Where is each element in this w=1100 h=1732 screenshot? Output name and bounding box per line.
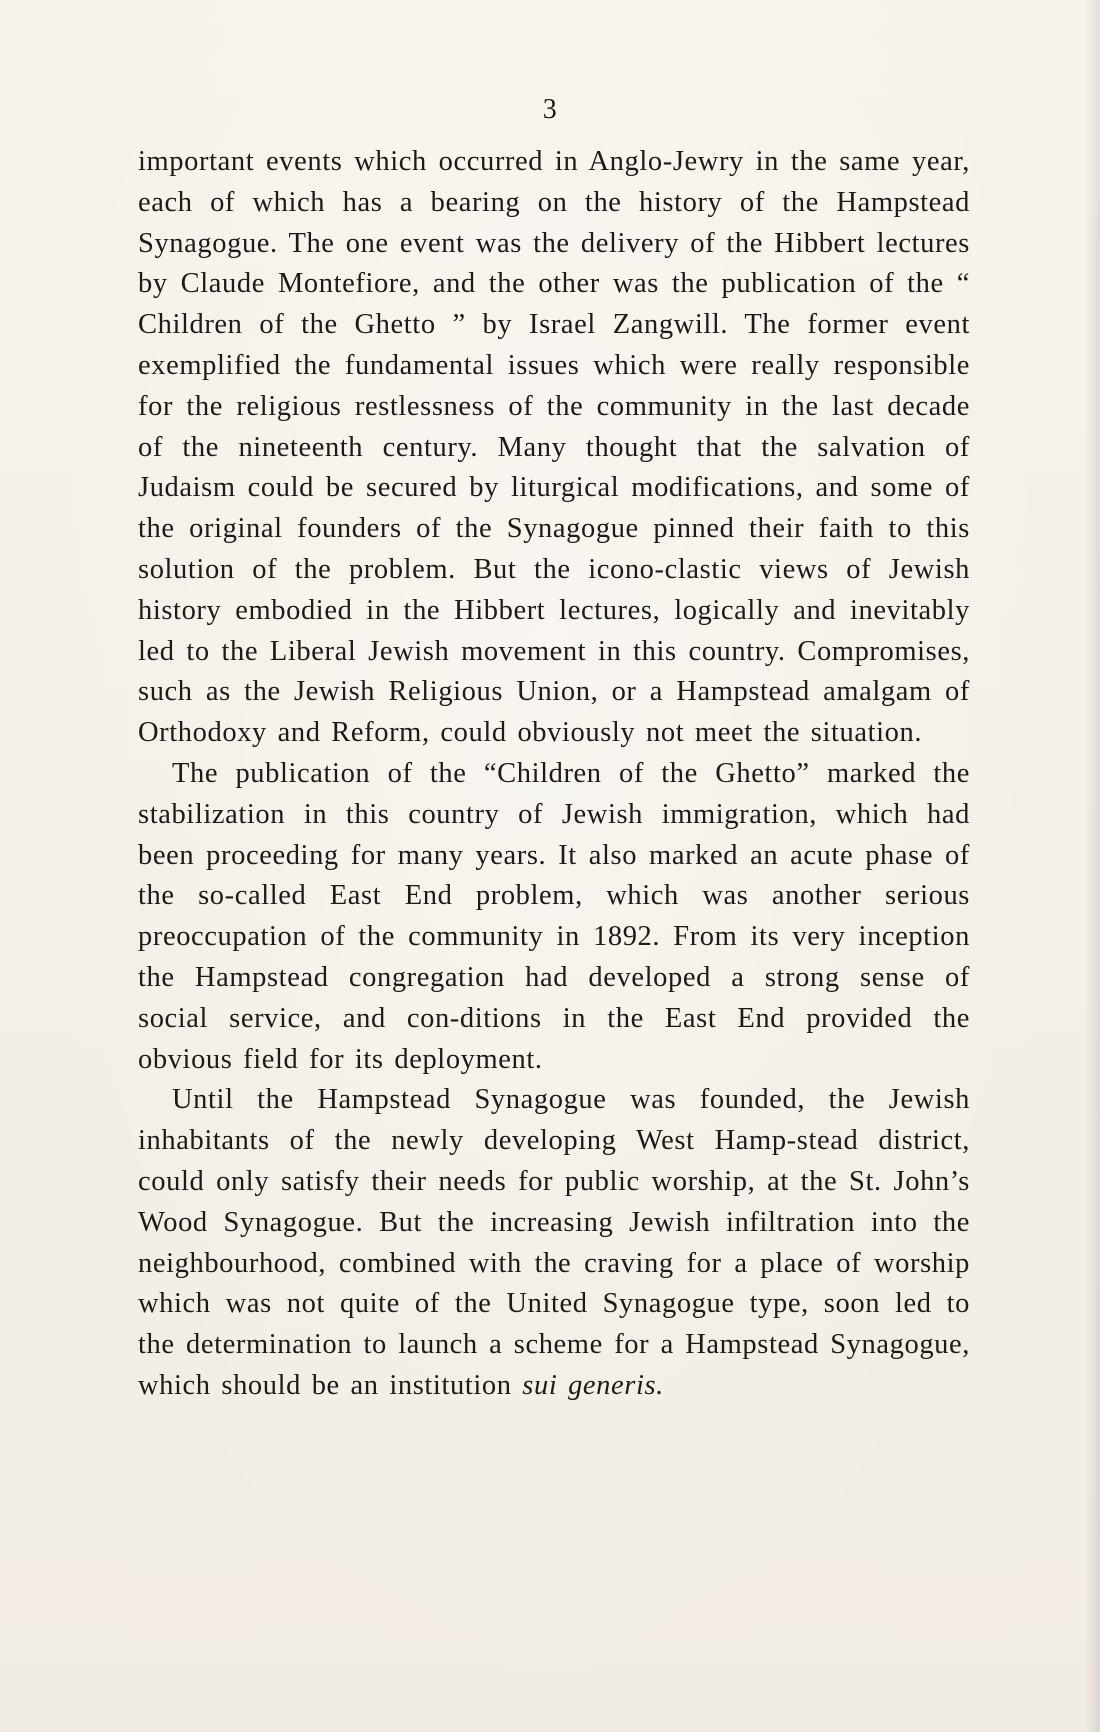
paragraph-1: important events which occurred in Anglo-Jewry in the same year, each of which has a bearing on the history of the Hampstead Synagogue. The one event was the delivery of the Hibbert lectures by Claude Montefiore, and the other was the publication of the “ Children of the Ghetto ” by Israel Zangwill. The former event exemplified the fundamental issues which were really responsible for the religious restlessness of the community in the last decade of the nineteenth century. Many thought that the salvation of Judaism could be secured by liturgical modifications, and some of the original founders of the Synagogue pinned their faith to this solution of the problem. But the icono-clastic views of Jewish history embodied in the Hibbert lectures, logically and inevitably led to the Liberal Jewish movement in this country. Compromises, such as the Jewish Religious Union, or a Hampstead amalgam of Orthodoxy and Reform, could obviously not meet the situation. bbox=[138, 146, 970, 749]
body-text bbox=[138, 142, 970, 1407]
italic-phrase: sui generis. bbox=[522, 1369, 664, 1401]
paragraph-2: The publication of the “Children of the Ghetto” marked the stabilization in this country of Jewish immigration, which had been proceeding for many years. It also marked an acute phase of the so-called East End problem, which was another serious preoccupation of the community in 1892. From its very inception the Hampstead congregation had developed a strong sense of social service, and con-ditions in the East End provided the obvious field for its deployment. bbox=[138, 757, 970, 1075]
paragraph-3 bbox=[138, 1080, 970, 1406]
paragraph-3-text: Until the Hampstead Synagogue was founded, the Jewish inhabitants of the newly developing West Hamp-stead district, could only satisfy their needs for public worship, at the St. John’s Wood Synagogue. But the increasing Jewish infiltration into the neighbourhood, combined with the craving for a place of worship which was not quite of the United Synagogue type, soon led to the determination to launch a scheme for a Hampstead Synagogue, which should be an institution bbox=[138, 1084, 970, 1401]
page-number: 3 bbox=[542, 94, 558, 125]
